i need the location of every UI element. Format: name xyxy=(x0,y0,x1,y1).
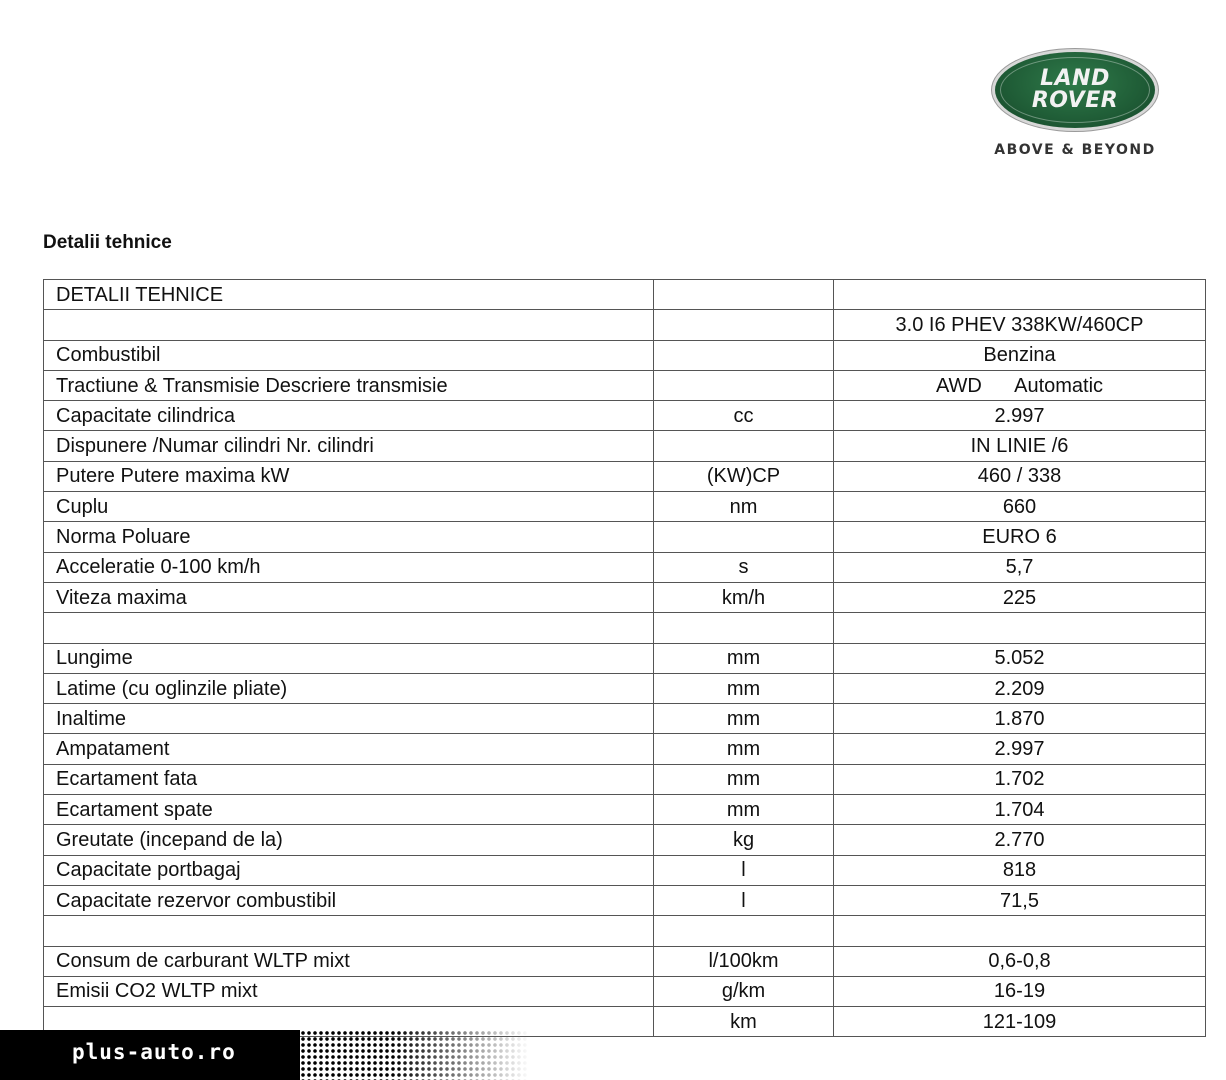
table-row xyxy=(44,310,1206,340)
spec-unit xyxy=(654,340,834,370)
table-row xyxy=(44,280,1206,310)
table-row xyxy=(44,613,1206,643)
spec-unit: mm xyxy=(654,643,834,673)
spec-value: Benzina xyxy=(834,340,1206,370)
spec-unit xyxy=(654,370,834,400)
spec-label: Combustibil xyxy=(44,340,654,370)
spec-value: AWD Automatic xyxy=(834,370,1206,400)
spec-unit: (KW)CP xyxy=(654,461,834,491)
spec-label: Capacitate rezervor combustibil xyxy=(44,885,654,915)
spec-unit: cc xyxy=(654,401,834,431)
spec-label: Emisii CO2 WLTP mixt xyxy=(44,976,654,1006)
table-row xyxy=(44,885,1206,915)
table-row xyxy=(44,946,1206,976)
spec-label: Viteza maxima xyxy=(44,582,654,612)
spec-unit xyxy=(654,431,834,461)
spec-unit: km xyxy=(654,1007,834,1037)
spec-value: 16-19 xyxy=(834,976,1206,1006)
spec-label: Putere Putere maxima kW xyxy=(44,461,654,491)
spec-value: 2.997 xyxy=(834,734,1206,764)
spec-unit: nm xyxy=(654,492,834,522)
spec-label: Acceleratie 0-100 km/h xyxy=(44,552,654,582)
spec-label: Greutate (incepand de la) xyxy=(44,825,654,855)
spec-label: Ecartament spate xyxy=(44,795,654,825)
spec-table xyxy=(43,279,1206,1037)
table-row xyxy=(44,582,1206,612)
spec-unit: mm xyxy=(654,764,834,794)
spec-value xyxy=(834,613,1206,643)
spec-unit: mm xyxy=(654,734,834,764)
spec-unit: km/h xyxy=(654,582,834,612)
spec-label: DETALII TEHNICE xyxy=(44,280,654,310)
spec-value: 818 xyxy=(834,855,1206,885)
spec-value xyxy=(834,916,1206,946)
spec-value: 660 xyxy=(834,492,1206,522)
logo-text-line2: ROVER xyxy=(1031,88,1119,113)
spec-label: Capacitate cilindrica xyxy=(44,401,654,431)
spec-label: Ecartament fata xyxy=(44,764,654,794)
spec-value: 1.704 xyxy=(834,795,1206,825)
table-row xyxy=(44,704,1206,734)
spec-value: 1.870 xyxy=(834,704,1206,734)
table-row xyxy=(44,401,1206,431)
spec-label: Inaltime xyxy=(44,704,654,734)
spec-value: 2.770 xyxy=(834,825,1206,855)
brand-logo xyxy=(990,52,1160,158)
spec-unit: s xyxy=(654,552,834,582)
spec-label: Tractiune & Transmisie Descriere transmisie xyxy=(44,370,654,400)
spec-unit xyxy=(654,916,834,946)
spec-value: IN LINIE /6 xyxy=(834,431,1206,461)
spec-unit: g/km xyxy=(654,976,834,1006)
spec-unit: mm xyxy=(654,673,834,703)
watermark-text: plus-auto.ro xyxy=(72,1040,236,1064)
spec-label xyxy=(44,916,654,946)
table-row xyxy=(44,643,1206,673)
logo-text-line1: LAND xyxy=(1040,66,1110,91)
spec-label xyxy=(44,613,654,643)
spec-value: 225 xyxy=(834,582,1206,612)
table-row xyxy=(44,340,1206,370)
spec-value: 121-109 xyxy=(834,1007,1206,1037)
table-row xyxy=(44,370,1206,400)
spec-unit xyxy=(654,522,834,552)
table-row xyxy=(44,916,1206,946)
spec-unit: kg xyxy=(654,825,834,855)
spec-label xyxy=(44,310,654,340)
spec-value: 5.052 xyxy=(834,643,1206,673)
spec-unit: l xyxy=(654,885,834,915)
spec-value xyxy=(834,280,1206,310)
spec-unit: mm xyxy=(654,704,834,734)
table-row xyxy=(44,795,1206,825)
spec-unit: l/100km xyxy=(654,946,834,976)
spec-value: 2.997 xyxy=(834,401,1206,431)
spec-label: Ampatament xyxy=(44,734,654,764)
brand-tagline: ABOVE & BEYOND xyxy=(994,142,1156,158)
table-row xyxy=(44,552,1206,582)
table-row xyxy=(44,976,1206,1006)
spec-value: EURO 6 xyxy=(834,522,1206,552)
spec-value: 1.702 xyxy=(834,764,1206,794)
spec-value: 2.209 xyxy=(834,673,1206,703)
table-row xyxy=(44,825,1206,855)
spec-label: Lungime xyxy=(44,643,654,673)
spec-value: 5,7 xyxy=(834,552,1206,582)
table-row xyxy=(44,522,1206,552)
land-rover-oval-logo xyxy=(995,52,1155,128)
table-row xyxy=(44,734,1206,764)
spec-value: 0,6-0,8 xyxy=(834,946,1206,976)
spec-value: 460 / 338 xyxy=(834,461,1206,491)
spec-value: 3.0 I6 PHEV 338KW/460CP xyxy=(834,310,1206,340)
spec-label: Cuplu xyxy=(44,492,654,522)
spec-unit xyxy=(654,280,834,310)
table-row xyxy=(44,431,1206,461)
table-row xyxy=(44,673,1206,703)
spec-unit xyxy=(654,310,834,340)
table-row xyxy=(44,855,1206,885)
spec-label: Capacitate portbagaj xyxy=(44,855,654,885)
spec-label: Norma Poluare xyxy=(44,522,654,552)
spec-unit xyxy=(654,613,834,643)
spec-unit: mm xyxy=(654,795,834,825)
spec-label: Consum de carburant WLTP mixt xyxy=(44,946,654,976)
section-title: Detalii tehnice xyxy=(43,232,172,253)
spec-unit: l xyxy=(654,855,834,885)
spec-label: Dispunere /Numar cilindri Nr. cilindri xyxy=(44,431,654,461)
spec-value: 71,5 xyxy=(834,885,1206,915)
table-row xyxy=(44,764,1206,794)
table-row xyxy=(44,461,1206,491)
spec-label: Latime (cu oglinzile pliate) xyxy=(44,673,654,703)
table-row xyxy=(44,492,1206,522)
halftone-pattern xyxy=(300,1030,530,1080)
